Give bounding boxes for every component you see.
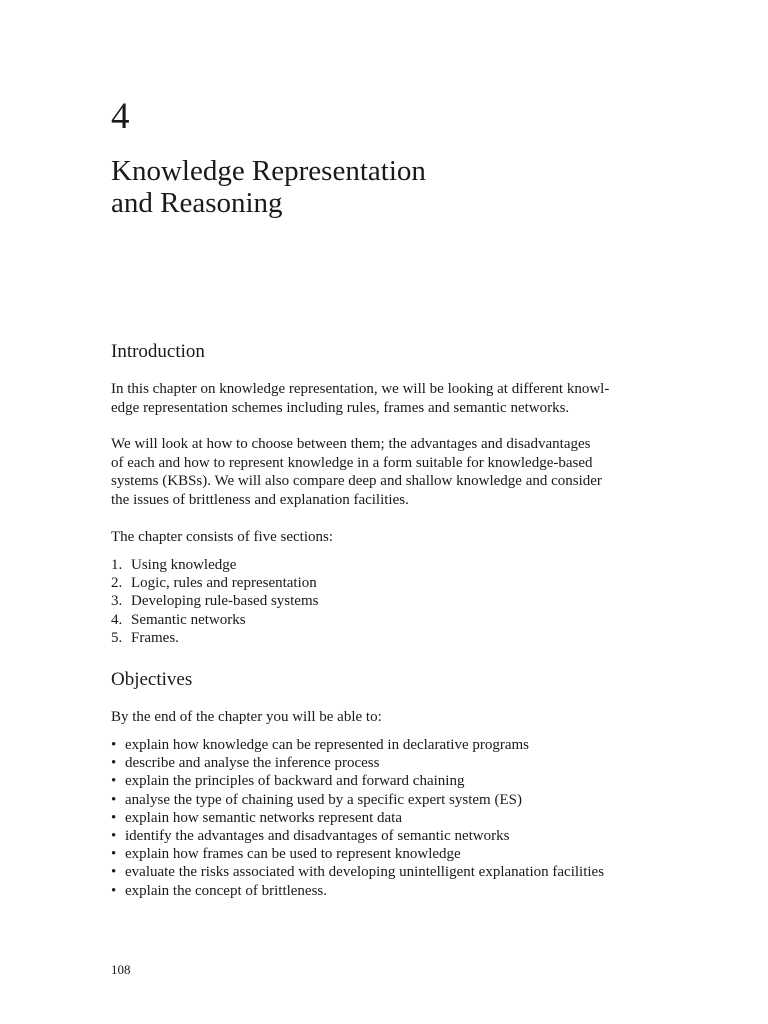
chapter-title xyxy=(111,155,426,219)
list-item xyxy=(111,809,604,827)
introduction-paragraph-2 xyxy=(111,435,676,509)
chapter-number: 4 xyxy=(111,96,130,137)
list-item xyxy=(111,827,604,845)
list-number: 3. xyxy=(111,593,123,610)
list-item xyxy=(111,736,604,754)
list-number: 4. xyxy=(111,611,123,628)
list-item xyxy=(111,845,604,863)
list-item xyxy=(111,556,318,574)
sections-intro: The chapter consists of five sections: xyxy=(111,529,334,545)
list-number: 5. xyxy=(111,629,123,646)
list-label: explain how frames can be used to represent knowledge xyxy=(125,846,461,863)
introduction-heading: Introduction xyxy=(111,341,205,362)
list-item xyxy=(111,629,318,647)
list-item xyxy=(111,882,604,900)
list-item xyxy=(111,772,604,790)
text-line: the issues of brittleness and explanation facilities. xyxy=(111,491,409,508)
text-line: In this chapter on knowledge representation, we will be looking at different knowl- xyxy=(111,381,610,397)
bullet-glyph: • xyxy=(111,828,117,845)
list-label: Frames. xyxy=(131,629,179,646)
list-label: explain the concept of brittleness. xyxy=(125,882,328,899)
chapter-title-line: and Reasoning xyxy=(111,187,283,219)
text-line: We will look at how to choose between them; the advantages and disadvantages xyxy=(111,436,591,452)
text-line: of each and how to represent knowledge in a form suitable for knowledge-based xyxy=(111,454,593,471)
sections-list xyxy=(111,556,318,647)
objectives-intro: By the end of the chapter you will be able to: xyxy=(111,709,382,725)
chapter-title-line: Knowledge Representation xyxy=(111,155,426,187)
bullet-glyph: • xyxy=(111,809,117,826)
list-label: Logic, rules and representation xyxy=(131,575,317,592)
list-label: Developing rule-based systems xyxy=(131,593,319,610)
introduction-paragraph-1 xyxy=(111,380,676,417)
list-label: Semantic networks xyxy=(131,611,246,628)
bullet-glyph: • xyxy=(111,846,117,863)
list-number: 1. xyxy=(111,557,123,573)
list-item xyxy=(111,863,604,881)
list-label: identify the advantages and disadvantages of semantic networks xyxy=(125,828,510,845)
list-label: Using knowledge xyxy=(131,557,237,573)
bullet-glyph: • xyxy=(111,755,117,772)
text-line: systems (KBSs). We will also compare deep and shallow knowledge and consider xyxy=(111,473,602,489)
page-number: 108 xyxy=(111,962,131,977)
bullet-glyph: • xyxy=(111,773,117,790)
list-label: describe and analyse the inference process xyxy=(125,755,380,772)
bullet-glyph: • xyxy=(111,882,117,899)
list-item xyxy=(111,611,318,629)
bullet-glyph: • xyxy=(111,864,117,881)
list-item xyxy=(111,574,318,592)
bullet-glyph: • xyxy=(111,791,117,808)
list-item xyxy=(111,754,604,772)
objectives-heading: Objectives xyxy=(111,669,193,690)
text-line: edge representation schemes including rules, frames and semantic networks. xyxy=(111,399,570,416)
list-label: analyse the type of chaining used by a specific expert system (ES) xyxy=(125,791,522,808)
objectives-list xyxy=(111,736,604,900)
list-label: explain how knowledge can be represented in declarative programs xyxy=(125,737,530,753)
list-item xyxy=(111,592,318,610)
list-number: 2. xyxy=(111,575,123,592)
bullet-glyph: • xyxy=(111,737,117,753)
list-label: evaluate the risks associated with developing unintelligent explanation facilities xyxy=(125,864,605,881)
list-label: explain the principles of backward and forward chaining xyxy=(125,773,465,790)
list-label: explain how semantic networks represent data xyxy=(125,809,402,826)
list-item xyxy=(111,791,604,809)
